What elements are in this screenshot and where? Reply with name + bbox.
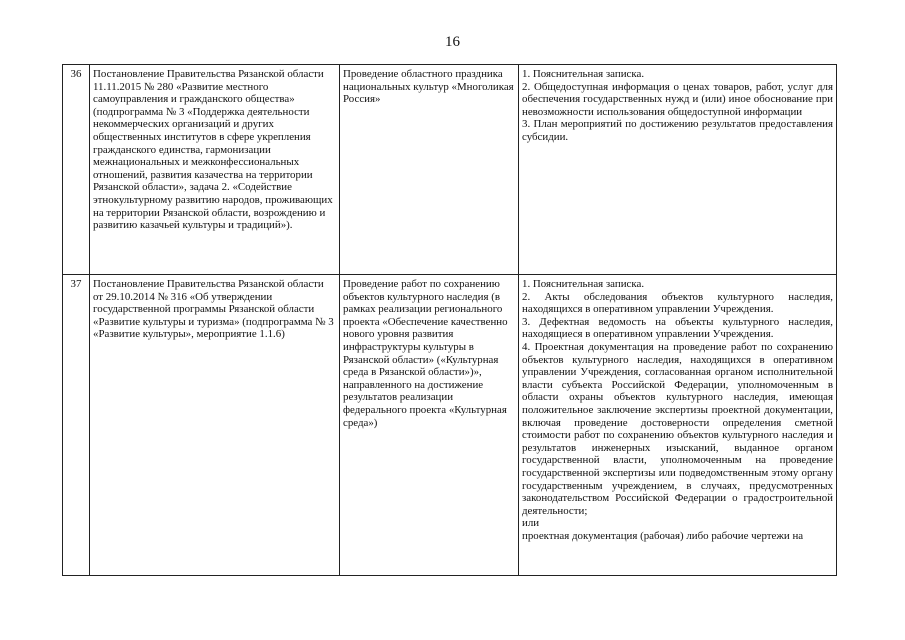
document-item: или (522, 517, 540, 530)
page-number: 16 (445, 34, 460, 50)
document-item: 2. Общедоступная информация о ценах товаров, работ, услуг для обеспечения государственных нужд и (или) иное обоснование при невозможности использования общедоступной информации (522, 80, 833, 118)
legal-basis-cell: Постановление Правительства Рязанской области 11.11.2015 № 280 «Развитие местного самоуправления и гражданского общества» (подпрограмма № 3 «Поддержка деятельности некоммерческих организаций и других общественных институтов в сфере укрепления гражданского единства, гармонизации межнациональных и межконфессиональных отношений, развития казачества на территории Рязанской области», задача 2. «Содействие этнокультурному развитию народов, проживающих на территории Рязанской области, возрождению и развитию казачьей культуры и традиций»). (90, 65, 340, 275)
document-item: 4. Проектная документация на проведение работ по сохранению объектов культурного наследия, находящихся в оперативном управлении Учреждения, согласованная органом исполнительной власти субъекта Российской Федерации, уполномоченным в области охраны объектов культурного наследия, имеющая положительное заключение экспертизы проектной документации, включая проведение достоверности определения сметной стоимости работ по сохранению объектов культурного наследия и результатов инженерных изысканий, выданное органом государственной власти, уполномоченным на проведение государственной экспертизы или подведомственным этому органу государственным учреждением, в случаях, предусмотренных законодательством Российской Федерации о градостроительной деятельности; (522, 340, 833, 517)
documents-cell (519, 65, 837, 275)
document-item: 3. План мероприятий по достижению результатов предоставления субсидии. (522, 118, 833, 143)
table-row-36 (63, 65, 837, 275)
document-item: 2. Акты обследования объектов культурного наследия, находящихся в оперативном управлении Учреждения. (522, 290, 833, 316)
document-item: проектная документация (рабочая) либо рабочие чертежи на (522, 529, 804, 542)
row-number: 36 (63, 65, 90, 275)
documents-cell (519, 275, 837, 576)
document-item: 1. Пояснительная записка. (522, 68, 645, 80)
table-row-37 (63, 275, 837, 576)
document-item: 3. Дефектная ведомость на объекты культурного наследия, находящиеся в оперативном управлении Учреждения. (522, 315, 833, 341)
row-number: 37 (63, 275, 90, 576)
purpose-cell: Проведение областного праздника национальных культур «Многоликая Россия» (340, 65, 519, 275)
purpose-cell: Проведение работ по сохранению объектов культурного наследия (в рамках реализации регионального проекта «Обеспечение качественно нового уровня развития инфраструктуры культуры в Рязанской области» («Культурная среда в Рязанской области»)», направленного на достижение результатов реализации федерального проекта «Культурная среда») (340, 275, 519, 576)
document-item: 1. Пояснительная записка. (522, 278, 645, 290)
documents-table (62, 64, 837, 576)
legal-basis-cell: Постановление Правительства Рязанской области от 29.10.2014 № 316 «Об утверждении государственной программы Рязанской области «Развитие культуры и туризма» (подпрограмма № 3 «Развитие культуры», мероприятие 1.1.6) (90, 275, 340, 576)
